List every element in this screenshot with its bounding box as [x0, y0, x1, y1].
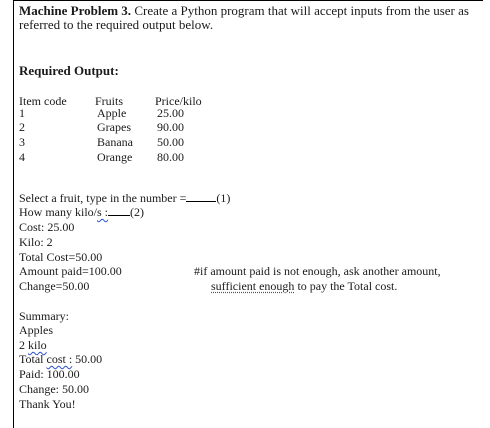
note-line-1: #if amount paid is not enough, ask another amount, — [194, 264, 441, 278]
summary-kilo-word: kilo — [28, 338, 47, 352]
change-line: Change=50.00 — [19, 279, 90, 293]
note-line-2 — [211, 279, 397, 293]
table-row-2-code: 2 — [19, 120, 25, 134]
kilo-line: Kilo: 2 — [19, 235, 53, 249]
table-row-1-code: 1 — [19, 106, 25, 120]
summary-label: Summary: — [19, 309, 69, 323]
problem-statement-line-1 — [19, 4, 469, 18]
table-header-price: Price/kilo — [155, 94, 202, 108]
cost-line: Cost: 25.00 — [19, 220, 75, 234]
summary-total-word: cost : — [46, 352, 73, 366]
table-row-3-fruit: Banana — [97, 135, 133, 149]
summary-total-cost — [19, 352, 102, 366]
summary-kilo — [19, 338, 47, 352]
document-left-border — [13, 0, 14, 428]
summary-total-prefix: Total — [19, 352, 47, 366]
document-top-border — [13, 0, 483, 1]
summary-kilo-number: 2 — [19, 338, 28, 352]
amount-paid-line: Amount paid=100.00 — [19, 264, 122, 278]
table-row-4-code: 4 — [19, 150, 25, 164]
table-row-3-price: 50.00 — [157, 135, 184, 149]
problem-intro-1: Create a Python program that will accept inputs from the user as — [134, 3, 469, 18]
problem-intro-2: referred to the required output below. — [19, 17, 214, 32]
table-header-item-code: Item code — [19, 94, 67, 108]
note-line-2-rest: to pay the Total cost. — [294, 279, 398, 293]
table-header-fruits: Fruits — [95, 94, 124, 108]
problem-title: Machine Problem 3. — [19, 3, 132, 18]
table-row-2-price: 90.00 — [157, 120, 184, 134]
kilo-prompt-blank — [108, 205, 130, 216]
table-row-1-fruit: Apple — [97, 106, 127, 120]
table-row-4-fruit: Orange — [97, 150, 133, 164]
table-row-2-fruit: Grapes — [97, 120, 131, 134]
summary-paid: Paid: 100.00 — [19, 367, 80, 381]
select-fruit-blank — [186, 191, 216, 202]
summary-thanks: Thank You! — [19, 397, 76, 411]
kilo-prompt — [19, 205, 144, 219]
note-underlined-phrase: sufficient enough — [211, 279, 295, 293]
summary-total-value: 50.00 — [72, 352, 103, 366]
table-row-3-code: 3 — [19, 135, 25, 149]
kilo-prompt-underlined: s : — [97, 205, 109, 219]
select-fruit-prompt — [19, 191, 230, 205]
required-output-heading: Required Output: — [19, 63, 119, 78]
table-row-1-price: 25.00 — [157, 106, 184, 120]
summary-change: Change: 50.00 — [19, 382, 89, 396]
table-row-4-price: 80.00 — [157, 150, 184, 164]
kilo-prompt-text: How many kilo/ — [19, 205, 97, 219]
select-fruit-text: Select a fruit, type in the number = — [19, 191, 187, 205]
select-fruit-marker: (1) — [216, 191, 231, 205]
kilo-prompt-marker: (2) — [130, 205, 145, 219]
summary-fruit: Apples — [19, 323, 53, 337]
total-cost-line: Total Cost=50.00 — [19, 250, 103, 264]
